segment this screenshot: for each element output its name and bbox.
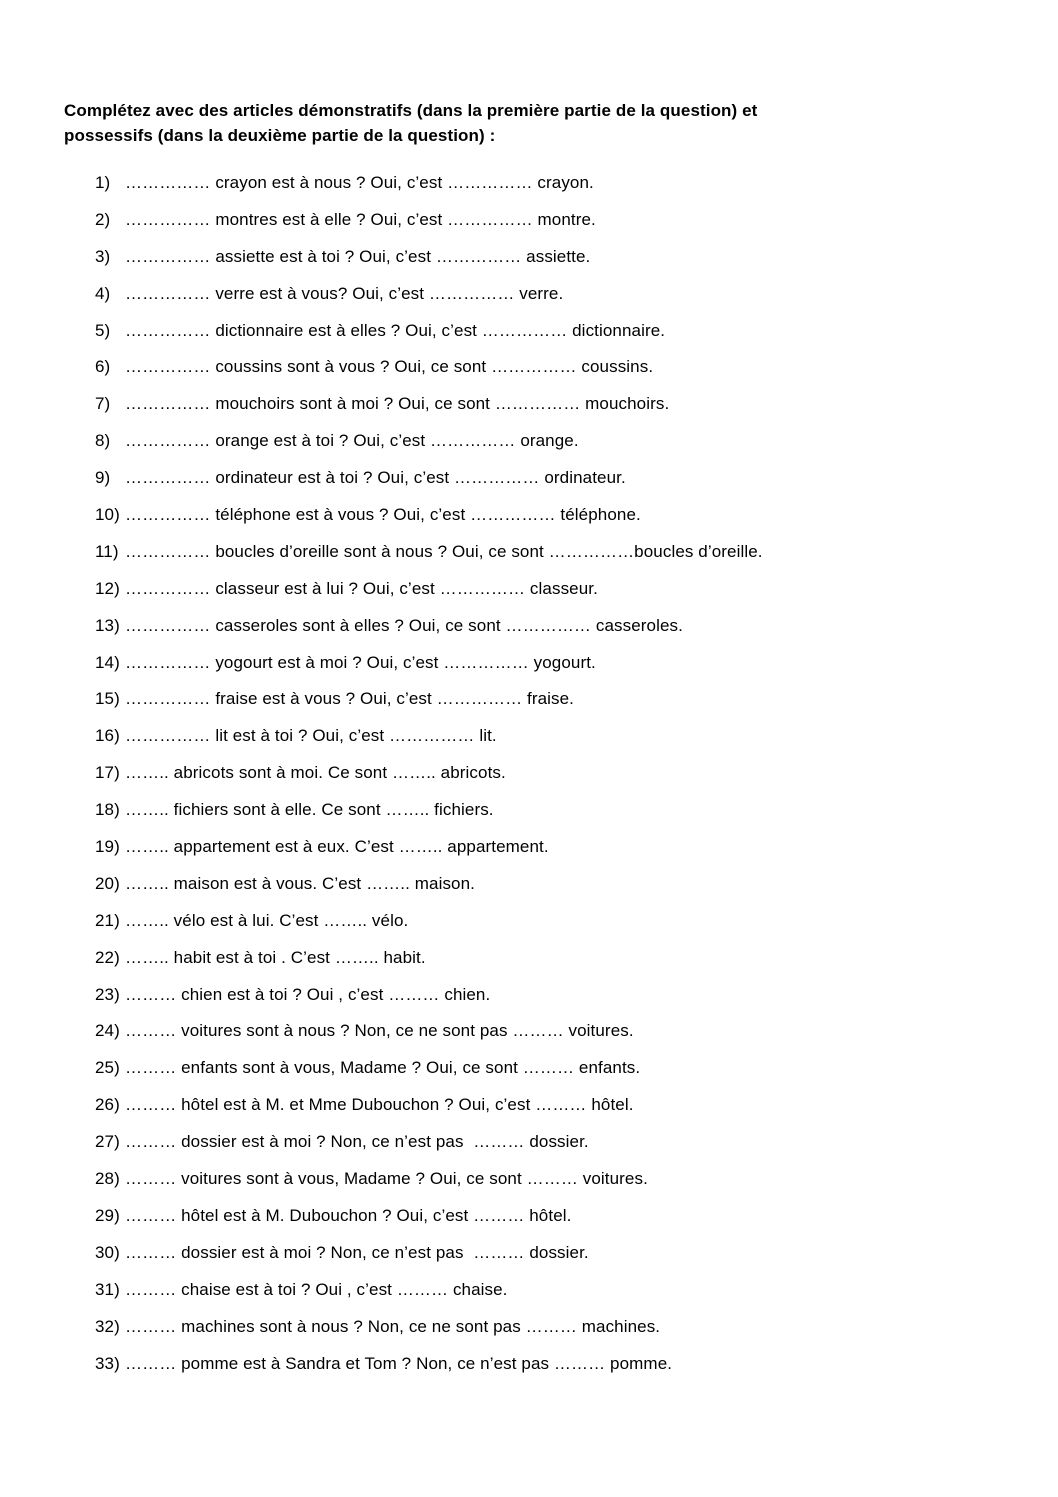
exercise-item	[95, 202, 998, 239]
item-text: …….. maison est à vous. C’est …….. maison.	[125, 873, 475, 893]
item-number: 10)	[95, 505, 120, 525]
item-number: 29)	[95, 1205, 120, 1225]
exercise-item	[95, 349, 998, 386]
item-number: 1)	[95, 173, 111, 192]
item-number: 5)	[95, 320, 111, 340]
item-text: …………… boucles d’oreille sont à nous ? Oui, ce sont ……………boucles d’oreille.	[125, 541, 763, 561]
item-text: …………… lit est à toi ? Oui, c’est …………… lit.	[125, 726, 497, 746]
exercise-item	[95, 903, 998, 940]
item-number: 24)	[95, 1021, 120, 1041]
item-number: 26)	[95, 1095, 120, 1115]
item-number: 22)	[95, 947, 120, 967]
item-number: 8)	[95, 431, 111, 451]
item-number: 18)	[95, 800, 120, 820]
exercise-item	[95, 497, 998, 534]
item-text: …….. vélo est à lui. C’est …….. vélo.	[125, 910, 409, 930]
exercise-item	[95, 792, 998, 829]
item-text: …………… casseroles sont à elles ? Oui, ce sont …………… casseroles.	[125, 615, 683, 635]
exercise-item	[95, 681, 998, 718]
item-text: ……… voitures sont à vous, Madame ? Oui, ce sont ……… voitures.	[125, 1169, 648, 1189]
exercise-item	[95, 1309, 998, 1346]
item-text: ……… hôtel est à M. et Mme Dubouchon ? Oui, c’est ……… hôtel.	[125, 1095, 634, 1115]
exercise-item	[95, 1346, 998, 1383]
item-text: ……… machines sont à nous ? Non, ce ne sont pas ……… machines.	[125, 1316, 661, 1336]
item-number: 21)	[95, 910, 120, 930]
item-number: 2)	[95, 209, 111, 229]
item-number: 25)	[95, 1058, 120, 1078]
item-text: ……… hôtel est à M. Dubouchon ? Oui, c’est ……… hôtel.	[125, 1205, 572, 1225]
exercise-item	[95, 313, 998, 350]
item-number: 12)	[95, 578, 120, 598]
exercise-item	[95, 608, 998, 645]
item-number: 6)	[95, 357, 111, 377]
exercise-item	[95, 1013, 998, 1050]
item-number: 32)	[95, 1316, 120, 1336]
exercise-item	[95, 977, 998, 1014]
exercise-item	[95, 386, 998, 423]
item-number: 28)	[95, 1169, 120, 1189]
exercise-item	[95, 460, 998, 497]
item-number: 9)	[95, 468, 111, 488]
exercise-item	[95, 571, 998, 608]
item-text: …………… ordinateur est à toi ? Oui, c’est …………… ordinateur.	[125, 468, 626, 488]
item-text: …………… yogourt est à moi ? Oui, c’est …………… yogourt.	[125, 652, 596, 672]
item-text: …………… mouchoirs sont à moi ? Oui, ce sont …………… mouchoirs.	[125, 394, 670, 414]
item-text: ……… enfants sont à vous, Madame ? Oui, ce sont ……… enfants.	[125, 1058, 641, 1078]
exercise-item	[95, 423, 998, 460]
item-number: 14)	[95, 652, 120, 672]
exercise-item	[95, 940, 998, 977]
item-text: …………… montres est à elle ? Oui, c’est …………… montre.	[125, 209, 596, 229]
item-text: …………… verre est à vous? Oui, c’est …………… verre.	[125, 283, 564, 303]
item-number: 27)	[95, 1132, 120, 1152]
exercise-list	[64, 165, 998, 1382]
item-text: …………… crayon est à nous ? Oui, c’est …………… crayon.	[125, 173, 594, 192]
exercise-item	[95, 866, 998, 903]
exercise-item	[95, 645, 998, 682]
exercise-item	[95, 1124, 998, 1161]
exercise-item	[95, 1198, 998, 1235]
item-text: …………… dictionnaire est à elles ? Oui, c’est …………… dictionnaire.	[125, 320, 666, 340]
item-text: …………… coussins sont à vous ? Oui, ce sont …………… coussins.	[125, 357, 654, 377]
item-text: …….. abricots sont à moi. Ce sont …….. abricots.	[125, 763, 506, 783]
item-number: 30)	[95, 1242, 120, 1262]
item-number: 17)	[95, 763, 120, 783]
item-number: 33)	[95, 1353, 120, 1373]
item-text: ……… voitures sont à nous ? Non, ce ne sont pas ……… voitures.	[125, 1021, 634, 1041]
item-text: …….. appartement est à eux. C’est …….. appartement.	[125, 837, 549, 857]
item-text: …………… téléphone est à vous ? Oui, c’est …………… téléphone.	[125, 505, 641, 525]
item-text: …………… classeur est à lui ? Oui, c’est …………… classeur.	[125, 578, 598, 598]
exercise-item	[95, 276, 998, 313]
item-text: ……… pomme est à Sandra et Tom ? Non, ce n’est pas ……… pomme.	[125, 1353, 673, 1373]
title-line-2: possessifs (dans la deuxième partie de la question) :	[64, 126, 496, 145]
item-text: ……… chaise est à toi ? Oui , c’est ……… chaise.	[125, 1279, 508, 1299]
item-number: 20)	[95, 873, 120, 893]
item-text: …….. habit est à toi . C’est …….. habit.	[125, 947, 426, 967]
item-number: 15)	[95, 689, 120, 709]
exercise-item	[95, 1272, 998, 1309]
exercise-item	[95, 165, 998, 202]
item-number: 3)	[95, 246, 111, 266]
item-number: 13)	[95, 615, 120, 635]
item-number: 4)	[95, 283, 111, 303]
item-number: 16)	[95, 726, 120, 746]
exercise-item	[95, 1235, 998, 1272]
item-text: ……… chien est à toi ? Oui , c’est ……… chien.	[125, 984, 491, 1004]
item-text: …………… assiette est à toi ? Oui, c’est …………… assiette.	[125, 246, 591, 266]
item-number: 23)	[95, 984, 120, 1004]
item-number: 19)	[95, 837, 120, 857]
exercise-item	[95, 239, 998, 276]
item-text: ……… dossier est à moi ? Non, ce n’est pas ……… dossier.	[125, 1242, 589, 1262]
page-title	[64, 98, 998, 148]
exercise-item	[95, 534, 998, 571]
item-text: …………… fraise est à vous ? Oui, c’est …………… fraise.	[125, 689, 575, 709]
exercise-item	[95, 1161, 998, 1198]
item-text: …………… orange est à toi ? Oui, c’est …………… orange.	[125, 431, 579, 451]
exercise-item	[95, 1087, 998, 1124]
item-number: 31)	[95, 1279, 120, 1299]
item-number: 11)	[95, 541, 119, 561]
item-text: ……… dossier est à moi ? Non, ce n’est pas ……… dossier.	[125, 1132, 589, 1152]
exercise-item	[95, 829, 998, 866]
exercise-item	[95, 1050, 998, 1087]
item-text: …….. fichiers sont à elle. Ce sont …….. fichiers.	[125, 800, 494, 820]
exercise-item	[95, 755, 998, 792]
item-number: 7)	[95, 394, 111, 414]
title-line-1: Complétez avec des articles démonstratifs (dans la première partie de la question) et	[64, 101, 758, 120]
exercise-item	[95, 718, 998, 755]
